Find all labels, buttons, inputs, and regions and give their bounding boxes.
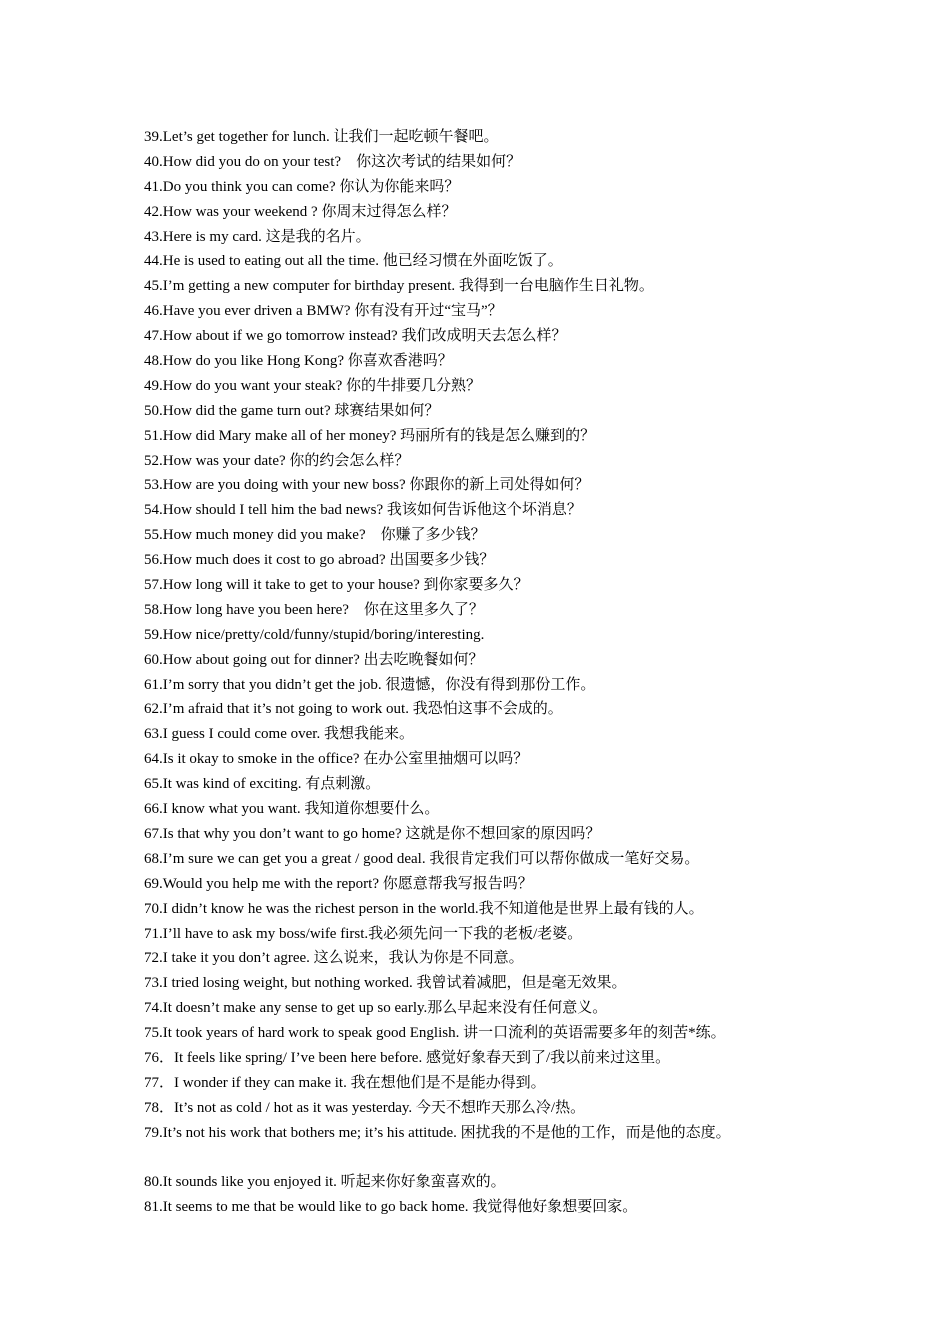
phrase-line-78: 78．It’s not as cold / hot as it was yesterday. 今天不想昨天那么冷/热。 xyxy=(144,1099,586,1116)
phrase-line-74: 74.It doesn’t make any sense to get up so early.那么早起来没有任何意义。 xyxy=(144,1000,608,1017)
phrase-line-47: 47.How about if we go tomorrow instead? 我们改成明天去怎么样？ xyxy=(144,328,567,345)
phrase-line-72: 72.I take it you don’t agree. 这么说来，我认为你是不同意。 xyxy=(144,950,524,967)
phrase-line-58: 58.How long have you been here? 你在这里多久了？ xyxy=(144,601,484,618)
phrase-line-68: 68.I’m sure we can get you a great / good deal. 我很肯定我们可以帮你做成一笔好交易。 xyxy=(144,850,700,867)
phrase-line-80: 80.It sounds like you enjoyed it. 听起来你好象蛮喜欢的。 xyxy=(144,1174,506,1191)
phrase-line-52: 52.How was your date? 你的约会怎么样？ xyxy=(144,452,410,469)
phrase-line-56: 56.How much does it cost to go abroad? 出国要多少钱？ xyxy=(144,552,495,569)
phrase-line-55: 55.How much money did you make? 你赚了多少钱？ xyxy=(144,527,486,544)
phrase-line-63: 63.I guess I could come over. 我想我能来。 xyxy=(144,726,414,743)
phrase-line-54: 54.How should I tell him the bad news? 我该如何告诉他这个坏消息？ xyxy=(144,502,582,519)
phrase-line-69: 69.Would you help me with the report? 你愿意帮我写报告吗？ xyxy=(144,875,533,892)
phrase-line-50: 50.How did the game turn out? 球赛结果如何？ xyxy=(144,402,440,419)
phrase-line-39: 39.Let’s get together for lunch. 让我们一起吃顿午餐吧。 xyxy=(144,129,499,145)
phrase-line-57: 57.How long will it take to get to your house? 到你家要多久？ xyxy=(144,577,529,594)
phrase-line-77: 77．I wonder if they can make it. 我在想他们是不是能办得到。 xyxy=(144,1074,546,1091)
phrase-line-64: 64.Is it okay to smoke in the office? 在办公室里抽烟可以吗？ xyxy=(144,751,529,768)
phrase-line-60: 60.How about going out for dinner? 出去吃晚餐如何？ xyxy=(144,651,484,668)
phrase-line-51: 51.How did Mary make all of her money? 玛丽所有的钱是怎么赚到的？ xyxy=(144,427,596,444)
phrase-line-42: 42.How was your weekend ? 你周末过得怎么样？ xyxy=(144,203,457,220)
blank-line xyxy=(144,1146,904,1171)
phrase-line-71: 71.I’ll have to ask my boss/wife first.我必须先问一下我的老板/老婆。 xyxy=(144,925,583,942)
phrase-line-49: 49.How do you want your steak? 你的牛排要几分熟？ xyxy=(144,377,482,394)
phrase-line-75: 75.It took years of hard work to speak good English. 讲一口流利的英语需要多年的刻苦*练。 xyxy=(144,1025,726,1042)
phrase-line-44: 44.He is used to eating out all the time. 他已经习惯在外面吃饭了。 xyxy=(144,253,563,270)
phrase-line-40: 40.How did you do on your test? 你这次考试的结果如何？ xyxy=(144,153,522,170)
phrase-line-79: 79.It’s not his work that bothers me; it’s his attitude. 困扰我的不是他的工作，而是他的态度。 xyxy=(144,1124,731,1141)
phrase-line-70: 70.I didn’t know he was the richest person in the world.我不知道他是世界上最有钱的人。 xyxy=(144,900,704,917)
phrase-line-81: 81.It seems to me that be would like to go back home. 我觉得他好象想要回家。 xyxy=(144,1199,638,1216)
phrase-line-41: 41.Do you think you can come? 你认为你能来吗？ xyxy=(144,178,460,195)
phrase-line-46: 46.Have you ever driven a BMW? 你有没有开过“宝马”？ xyxy=(144,303,503,320)
phrase-line-73: 73.I tried losing weight, but nothing worked. 我曾试着减肥，但是毫无效果。 xyxy=(144,975,627,992)
phrase-line-66: 66.I know what you want. 我知道你想要什么。 xyxy=(144,801,440,818)
phrase-line-61: 61.I’m sorry that you didn’t get the job. 很遗憾，你没有得到那份工作。 xyxy=(144,676,596,693)
phrase-line-76: 76．It feels like spring/ I’ve been here before. 感觉好象春天到了/我以前来过这里。 xyxy=(144,1049,671,1066)
phrase-line-67: 67.Is that why you don’t want to go home? 这就是你不想回家的原因吗？ xyxy=(144,825,601,842)
phrase-line-43: 43.Here is my card. 这是我的名片。 xyxy=(144,228,371,245)
phrase-line-53: 53.How are you doing with your new boss? 你跟你的新上司处得如何？ xyxy=(144,477,590,494)
phrase-list xyxy=(144,125,904,1220)
phrase-line-65: 65.It was kind of exciting. 有点刺激。 xyxy=(144,776,381,793)
phrase-line-48: 48.How do you like Hong Kong? 你喜欢香港吗？ xyxy=(144,353,453,370)
phrase-line-45: 45.I’m getting a new computer for birthday present. 我得到一台电脑作生日礼物。 xyxy=(144,278,654,295)
phrase-line-62: 62.I’m afraid that it’s not going to work out. 我恐怕这事不会成的。 xyxy=(144,701,563,718)
phrase-line-59: 59.How nice/pretty/cold/funny/stupid/boring/interesting. xyxy=(144,626,485,643)
